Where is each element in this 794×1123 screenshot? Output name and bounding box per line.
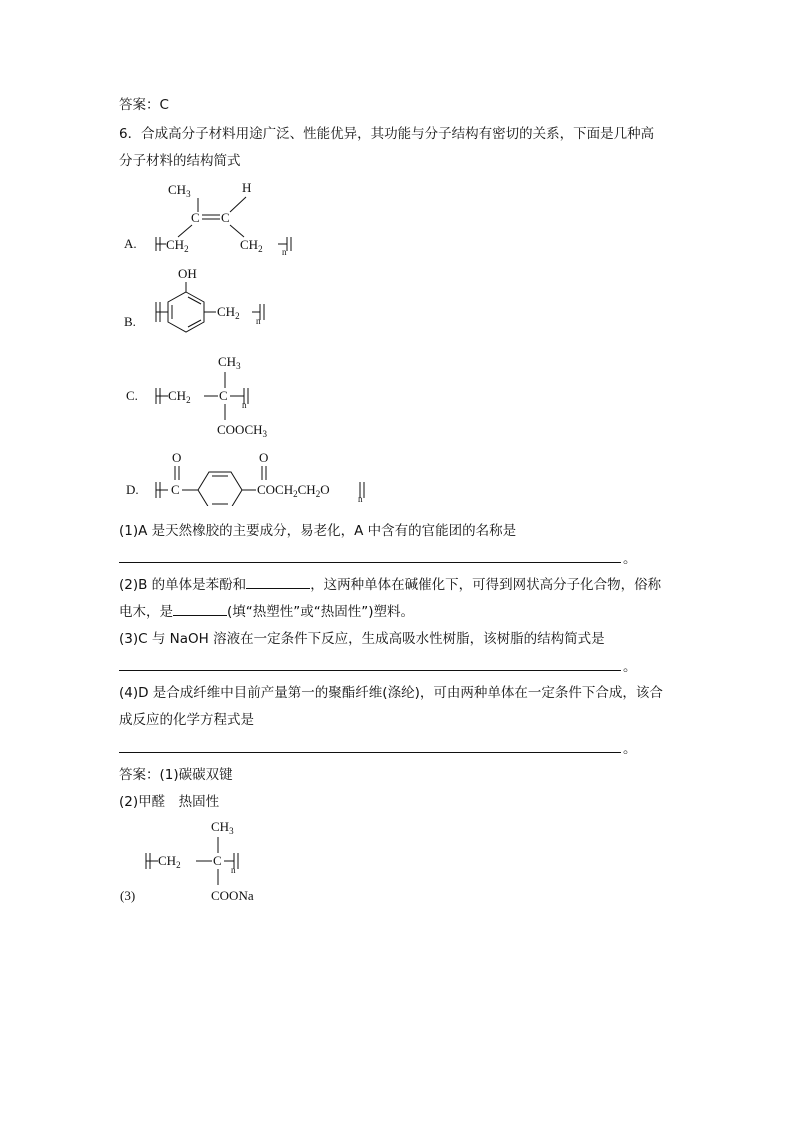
question-stem-line-1 <box>119 125 654 143</box>
answer-1: (1)碳碳双键 <box>159 767 233 783</box>
answer-3-label: (3) <box>120 888 136 903</box>
sub-question-4-line-2: 成反应的化学方程式是 <box>119 712 254 728</box>
svg-text:CH3: $CH_3$ <box>218 354 241 371</box>
svg-text:C: C <box>221 210 230 225</box>
svg-text:H: H <box>242 180 252 195</box>
question-stem-line-2: 分子材料的结构简式 <box>119 153 241 169</box>
period-3: 。 <box>623 659 637 675</box>
answer-line-a1 <box>119 766 233 784</box>
svg-text:n: n <box>231 865 236 875</box>
sub-question-2-line-2: 电木，是 (填“热塑性”或“热固性”)塑料。 <box>119 604 415 620</box>
answer-label: 答案： <box>119 767 160 783</box>
answer-line-4[interactable] <box>119 752 621 753</box>
blank-plastic-type[interactable] <box>173 603 227 616</box>
svg-text:CH3: $CH_3$ <box>211 819 234 836</box>
option-d-label: D. <box>126 482 139 497</box>
previous-answer-label: 答案： <box>119 97 160 113</box>
previous-answer-value: C <box>159 97 169 113</box>
svg-text:C: C <box>213 853 222 868</box>
svg-text:OH: OH <box>178 266 197 281</box>
sub-question-1: (1)A 是天然橡胶的主要成分，易老化，A 中含有的官能团的名称是 <box>119 523 517 539</box>
svg-text:C: C <box>191 210 200 225</box>
svg-text:COONa: COONa <box>211 888 254 903</box>
option-c-label: C. <box>126 388 138 403</box>
sub-question-2-line-1: (2)B 的单体是苯酚和 ，这两种单体在碱催化下，可得到网状高分子化合物，俗称 <box>119 577 662 593</box>
svg-text:C: C <box>171 482 180 497</box>
svg-text:n: n <box>282 247 287 257</box>
svg-text:C: C <box>219 388 228 403</box>
question-stem-text: 合成高分子材料用途广泛、性能优异，其功能与分子结构有密切的关系，下面是几种高 <box>141 126 655 142</box>
structure-b <box>120 262 300 342</box>
svg-text:n: n <box>256 316 261 326</box>
answer-2: (2)甲醛 热固性 <box>119 794 220 810</box>
svg-text:CH2: $CH_2$ <box>217 304 240 321</box>
structure-d <box>120 446 400 506</box>
svg-text:O: O <box>259 450 269 465</box>
option-a-label: A. <box>124 236 137 251</box>
sub-question-4-line-1: (4)D 是合成纤维中目前产量第一的聚酯纤维(涤纶)，可由两种单体在一定条件下合成，该合 <box>119 685 663 701</box>
period-1: 。 <box>623 551 637 567</box>
period-4: 。 <box>623 741 637 757</box>
svg-text:n: n <box>242 400 247 410</box>
structure-a <box>120 175 320 260</box>
previous-answer <box>119 96 169 114</box>
sub-question-3: (3)C 与 NaOH 溶液在一定条件下反应，生成高吸水性树脂，该树脂的结构简式是 <box>119 631 605 647</box>
answer-line-3[interactable] <box>119 670 621 671</box>
option-b-label: B. <box>124 314 136 329</box>
blank-monomer[interactable] <box>246 576 310 589</box>
svg-text:CH3: $CH_3$ <box>168 182 191 199</box>
svg-text:CH2: $CH_2$ <box>158 853 181 870</box>
svg-text:CH2: $CH_2$ <box>168 388 191 405</box>
svg-text:O: O <box>172 450 182 465</box>
svg-text:CH2: $CH_2$ <box>166 237 189 254</box>
svg-text:COOCH3: $COOCH_3$ <box>217 422 268 439</box>
svg-text:COCH2CH2O: $COCH_2CH_2O$ <box>257 482 330 499</box>
structure-c <box>120 350 320 440</box>
svg-text:CH2: $CH_2$ <box>240 237 263 254</box>
svg-text:n: n <box>358 494 363 504</box>
question-number: 6． <box>119 126 142 142</box>
answer-line-1[interactable] <box>119 562 621 563</box>
structure-answer-3 <box>118 815 298 910</box>
